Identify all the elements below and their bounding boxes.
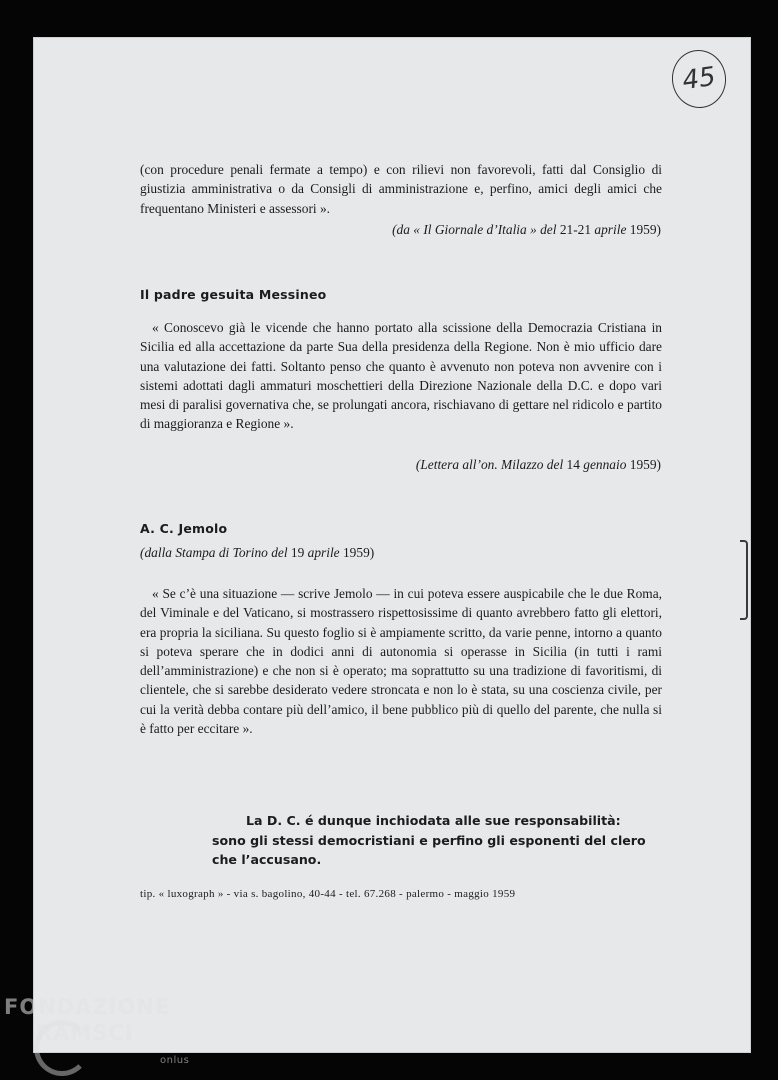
printer-footer: tip. « luxograph » - via s. bagolino, 40-44 - tel. 67.268 - palermo - maggio 1959 — [140, 888, 516, 900]
section-heading-jemolo: A. C. Jemolo — [140, 521, 228, 536]
archive-watermark: FONDAZIONE RAMSCI onlus — [4, 994, 170, 1046]
closing-statement: La D. C. é dunque inchiodata alle sue responsabilità: sono gli stessi democristiani e perfino gli esponenti del clero che l’accusano. — [212, 813, 646, 867]
section-heading-messineo: Il padre gesuita Messineo — [140, 287, 327, 302]
gramsci-g-logo-icon — [34, 1020, 90, 1076]
jemolo-source: (dalla Stampa di Torino del 19 aprile 1959) — [140, 545, 375, 560]
handwritten-page-number: 45 — [668, 47, 730, 112]
jemolo-quote: « Se c’è una situazione — scrive Jemolo — in cui poteva essere auspicabile che le due Roma, del Viminale e del Vaticano, si mostrassero rispettosissime di quanto avrebbero fatto gli elettori, era propria la siciliana. Su questo foglio si è ampiamente scritto, da varie penne, intorno a quanto si poteva sperare che in dodici anni di autonomia si operasse in Sicilia (in tutti i rami dell’amministrazione) e che non si è operato; ma soprattutto su una tradizione di favoritismi, di clientele, che si sarebbe desiderato vedere stroncata e non lo è stata, su una coscienza civile, per cui la verità debba contare più dell’amico, il bene pubblico più di quello del parente, che nulla si è fatto per eccitare ». — [140, 586, 662, 737]
intro-source: (da « Il Giornale d’Italia » del 21-21 aprile 1959) — [392, 222, 661, 237]
messineo-quote: « Conoscevo già le vicende che hanno portato alla scissione della Democrazia Cristiana in Sicilia ed alla accettazione da parte Sua della presidenza della Regione. Non è mio ufficio dare una valutazione dei fatti. Soltanto penso che quanto è avvenuto non poteva non avvenire con i sistemi adottati dagli ammaturi moschettieri della Direzione Nazionale della D.C. e dopo vari mesi di paralisi governativa che, se prolungati ancora, rischiavano di gettare nel ridicolo e partito di maggioranza e Regione ». — [140, 320, 662, 432]
messineo-source: (Lettera all’on. Milazzo del 14 gennaio 1959) — [415, 457, 661, 472]
staple-clip — [740, 540, 748, 620]
intro-paragraph: (con procedure penali fermate a tempo) e con rilievi non favorevoli, fatti dal Consiglio di giustizia amministrativa o da Consigli di amministrazione e, perfino, amici degli amici che frequentano Ministeri e assessori ». — [140, 162, 662, 216]
